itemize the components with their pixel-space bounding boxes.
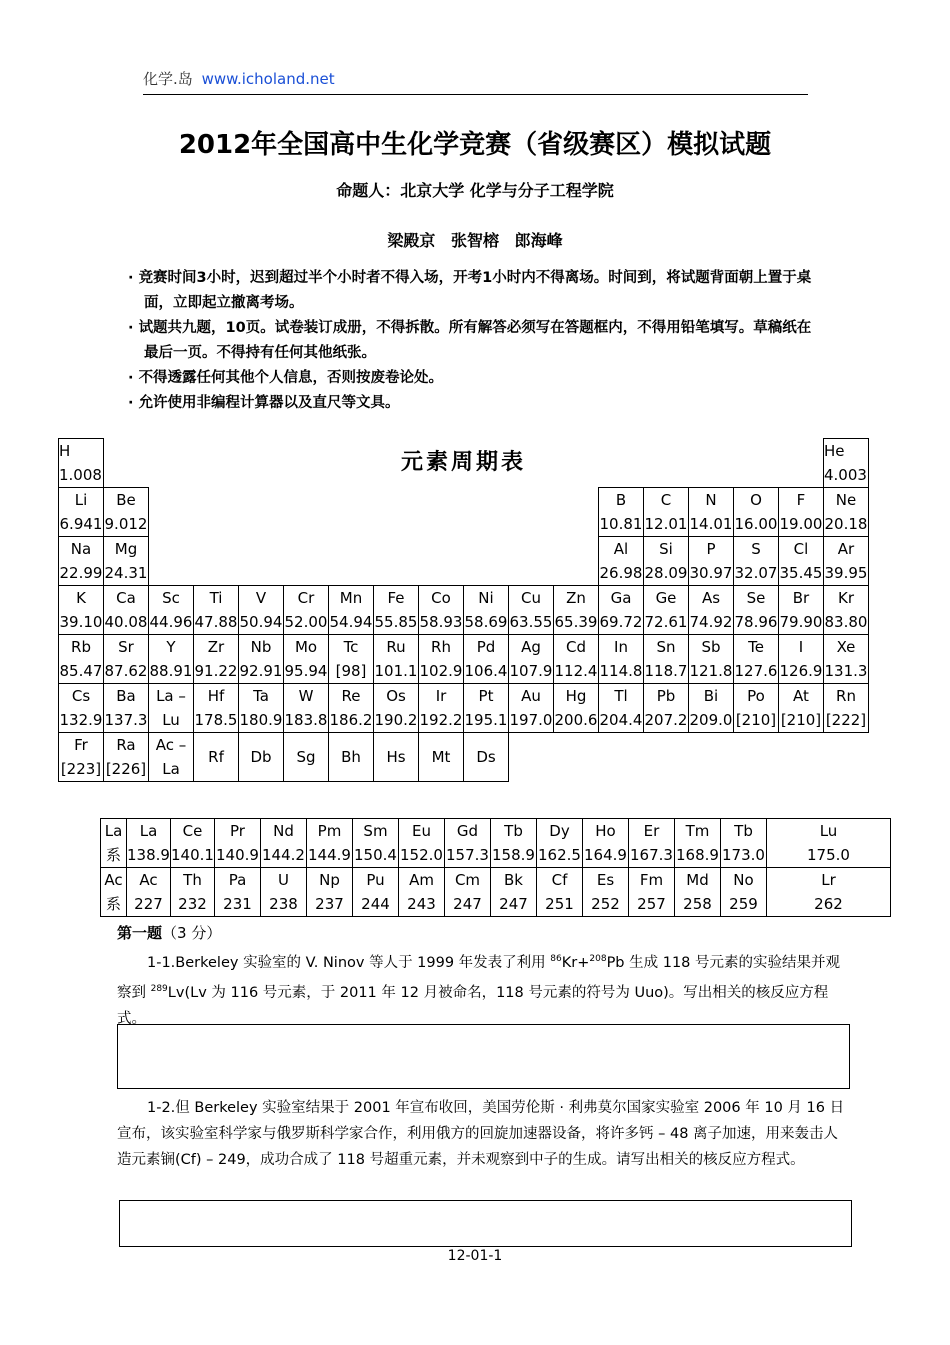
element-cell: Pm 144.9 (307, 819, 353, 868)
element-cell: Hg 200.6 (554, 684, 599, 733)
exam-rules (128, 266, 818, 416)
element-cell: Sm 150.4 (353, 819, 399, 868)
element-cell: Sb 121.8 (689, 635, 734, 684)
element-cell-H: H 1.008 (59, 439, 104, 488)
author-line: 命题人：北京大学 化学与分子工程学院 (336, 181, 614, 200)
element-cell: Rf (194, 733, 239, 782)
page-header (143, 68, 808, 95)
element-cell: Lr 262 (767, 868, 891, 917)
element-cell: Kr 83.80 (824, 586, 869, 635)
element-cell: Dy 162.5 (537, 819, 583, 868)
page-number: 12-01-1 (447, 1248, 503, 1264)
rule-item: · 竞赛时间3小时，迟到超过半个小时者不得入场，开考1小时内不得离场。时间到，将试题背面朝上置于桌面，立即起立撤离考场。 (128, 266, 818, 316)
question-1-2-text: 1-2.但 Berkeley 实验室结果于 2001 年宣布收回，美国劳伦斯 · 利弗莫尔国家实验室 2006 年 10 月 16 日宣布，该实验室科学家与俄罗斯科学家合作，利用俄方的回旋加速器设备，将许多钙 – 48 离子加速，用来轰击人造元素锎(Cf) – 249，成功合成了 118 号超重元素，并未观察到中子的生成。请写出相关的核反应方程式。 (117, 1100, 845, 1168)
author-names: 梁殿京 张智榕 郎海峰 (387, 231, 563, 250)
element-cell: Ra [226] (104, 733, 149, 782)
element-cell-He: He 4.003 (824, 439, 869, 488)
element-cell: Pu 244 (353, 868, 399, 917)
element-cell: Sc 44.96 (149, 586, 194, 635)
element-cell: P 30.97 (689, 537, 734, 586)
element-cell: La 138.9 (127, 819, 171, 868)
element-cell: Tb 173.0 (721, 819, 767, 868)
question-1-title: 第一题 (117, 924, 163, 942)
periodic-table-title: 元素周期表 (400, 449, 526, 475)
site-name: 化学.岛 (143, 70, 193, 88)
element-cell: Li 6.941 (59, 488, 104, 537)
element-cell: Ge 72.61 (644, 586, 689, 635)
element-cell: N 14.01 (689, 488, 734, 537)
element-cell: Tm 168.9 (675, 819, 721, 868)
element-cell: Fr [223] (59, 733, 104, 782)
element-cell: In 114.8 (599, 635, 644, 684)
element-cell: Gd 157.3 (445, 819, 491, 868)
element-cell: Co 58.93 (419, 586, 464, 635)
element-cell: Lu 175.0 (767, 819, 891, 868)
element-cell: Zn 65.39 (554, 586, 599, 635)
element-cell: Ho 164.9 (583, 819, 629, 868)
series-label: Ac 系 (101, 868, 127, 917)
element-cell: Er 167.3 (629, 819, 675, 868)
element-cell: Ds (464, 733, 509, 782)
element-cell: Se 78.96 (734, 586, 779, 635)
answer-box-1-1[interactable] (117, 1024, 850, 1089)
element-cell: Hf 178.5 (194, 684, 239, 733)
element-cell: S 32.07 (734, 537, 779, 586)
question-1-points: （3 分） (162, 924, 222, 942)
lanthanide-row (101, 819, 891, 868)
series-label: La 系 (101, 819, 127, 868)
element-cell: Eu 152.0 (399, 819, 445, 868)
element-cell: Ir 192.2 (419, 684, 464, 733)
lanthanide-actinide-table (100, 818, 891, 917)
answer-box-1-2[interactable] (119, 1200, 852, 1247)
element-cell: V 50.94 (239, 586, 284, 635)
element-cell: B 10.81 (599, 488, 644, 537)
element-cell: Al 26.98 (599, 537, 644, 586)
element-cell: Pd 106.4 (464, 635, 509, 684)
element-cell: Ag 107.9 (509, 635, 554, 684)
actinide-row (101, 868, 891, 917)
element-cell: Tb 158.9 (491, 819, 537, 868)
element-cell: Ta 180.9 (239, 684, 284, 733)
element-cell: Mn 54.94 (329, 586, 374, 635)
periodic-table (58, 438, 869, 782)
question-1-1-text: 1-1.Berkeley 实验室的 V. Ninov 等人于 1999 年发表了利用 $^{86}$Kr+$^{208}$Pb 生成 118 号元素的实验结果并观察到 $^{289}$Lv(Lv 为 116 号元素，于 2011 年 12 月被命名，118 号元素的符号为 Uuo)。写出相关的核反应方程式。 (117, 954, 841, 1027)
element-cell: Rb 85.47 (59, 635, 104, 684)
element-cell: Db (239, 733, 284, 782)
element-cell: Sr 87.62 (104, 635, 149, 684)
element-cell: F 19.00 (779, 488, 824, 537)
element-cell: Si 28.09 (644, 537, 689, 586)
element-cell: Ar 39.95 (824, 537, 869, 586)
element-cell: Sn 118.7 (644, 635, 689, 684)
element-cell: Cr 52.00 (284, 586, 329, 635)
element-cell: Pb 207.2 (644, 684, 689, 733)
element-cell: U 238 (261, 868, 307, 917)
element-cell: C 12.01 (644, 488, 689, 537)
element-cell: Th 232 (171, 868, 215, 917)
element-cell: W 183.8 (284, 684, 329, 733)
element-cell: Na 22.99 (59, 537, 104, 586)
element-cell: Ru 101.1 (374, 635, 419, 684)
element-cell: Po [210] (734, 684, 779, 733)
element-cell: Pt 195.1 (464, 684, 509, 733)
element-cell: Br 79.90 (779, 586, 824, 635)
element-cell: Y 88.91 (149, 635, 194, 684)
element-cell: Tc [98] (329, 635, 374, 684)
element-cell: Ba 137.3 (104, 684, 149, 733)
element-cell: Os 190.2 (374, 684, 419, 733)
element-cell: Ac – La (149, 733, 194, 782)
element-cell: O 16.00 (734, 488, 779, 537)
element-cell: Cm 247 (445, 868, 491, 917)
element-cell: Rh 102.9 (419, 635, 464, 684)
element-cell: Pr 140.9 (215, 819, 261, 868)
element-cell: Fe 55.85 (374, 586, 419, 635)
element-cell: La – Lu (149, 684, 194, 733)
element-cell: Md 258 (675, 868, 721, 917)
element-cell: Nb 92.91 (239, 635, 284, 684)
element-cell: Pa 231 (215, 868, 261, 917)
element-cell: Ca 40.08 (104, 586, 149, 635)
element-cell: Mt (419, 733, 464, 782)
element-cell: Bi 209.0 (689, 684, 734, 733)
element-cell: Ac 227 (127, 868, 171, 917)
element-cell: Zr 91.22 (194, 635, 239, 684)
rule-item: · 允许使用非编程计算器以及直尺等文具。 (128, 391, 818, 416)
rule-item: · 试题共九题，10页。试卷装订成册，不得拆散。所有解答必须写在答题框内，不得用铅笔填写。草稿纸在最后一页。不得持有任何其他纸张。 (128, 316, 818, 366)
element-cell: Mo 95.94 (284, 635, 329, 684)
element-cell: Fm 257 (629, 868, 675, 917)
element-cell: Cd 112.4 (554, 635, 599, 684)
element-cell: Ga 69.72 (599, 586, 644, 635)
element-cell: Hs (374, 733, 419, 782)
element-cell: No 259 (721, 868, 767, 917)
element-cell: Mg 24.31 (104, 537, 149, 586)
element-cell: Ne 20.18 (824, 488, 869, 537)
element-cell: At [210] (779, 684, 824, 733)
element-cell: Cs 132.9 (59, 684, 104, 733)
element-cell: Nd 144.2 (261, 819, 307, 868)
element-cell: I 126.9 (779, 635, 824, 684)
element-cell: Ni 58.69 (464, 586, 509, 635)
question-1-heading (117, 922, 221, 943)
element-cell: K 39.10 (59, 586, 104, 635)
element-cell: Cu 63.55 (509, 586, 554, 635)
element-cell: Am 243 (399, 868, 445, 917)
element-cell: Xe 131.3 (824, 635, 869, 684)
element-cell: Te 127.6 (734, 635, 779, 684)
element-cell: Re 186.2 (329, 684, 374, 733)
element-cell: Cf 251 (537, 868, 583, 917)
element-cell: Tl 204.4 (599, 684, 644, 733)
element-cell: Au 197.0 (509, 684, 554, 733)
element-cell: Np 237 (307, 868, 353, 917)
element-cell: Bh (329, 733, 374, 782)
element-cell: Rn [222] (824, 684, 869, 733)
element-cell: Be 9.012 (104, 488, 149, 537)
element-cell: Bk 247 (491, 868, 537, 917)
rule-item: · 不得透露任何其他个人信息，否则按废卷论处。 (128, 366, 818, 391)
element-cell: Cl 35.45 (779, 537, 824, 586)
site-url-link[interactable]: www.icholand.net (201, 70, 335, 88)
element-cell: As 74.92 (689, 586, 734, 635)
page-title: 2012年全国高中生化学竞赛（省级赛区）模拟试题 (178, 130, 772, 160)
element-cell: Es 252 (583, 868, 629, 917)
element-cell: Ti 47.88 (194, 586, 239, 635)
element-cell: Sg (284, 733, 329, 782)
element-cell: Ce 140.1 (171, 819, 215, 868)
